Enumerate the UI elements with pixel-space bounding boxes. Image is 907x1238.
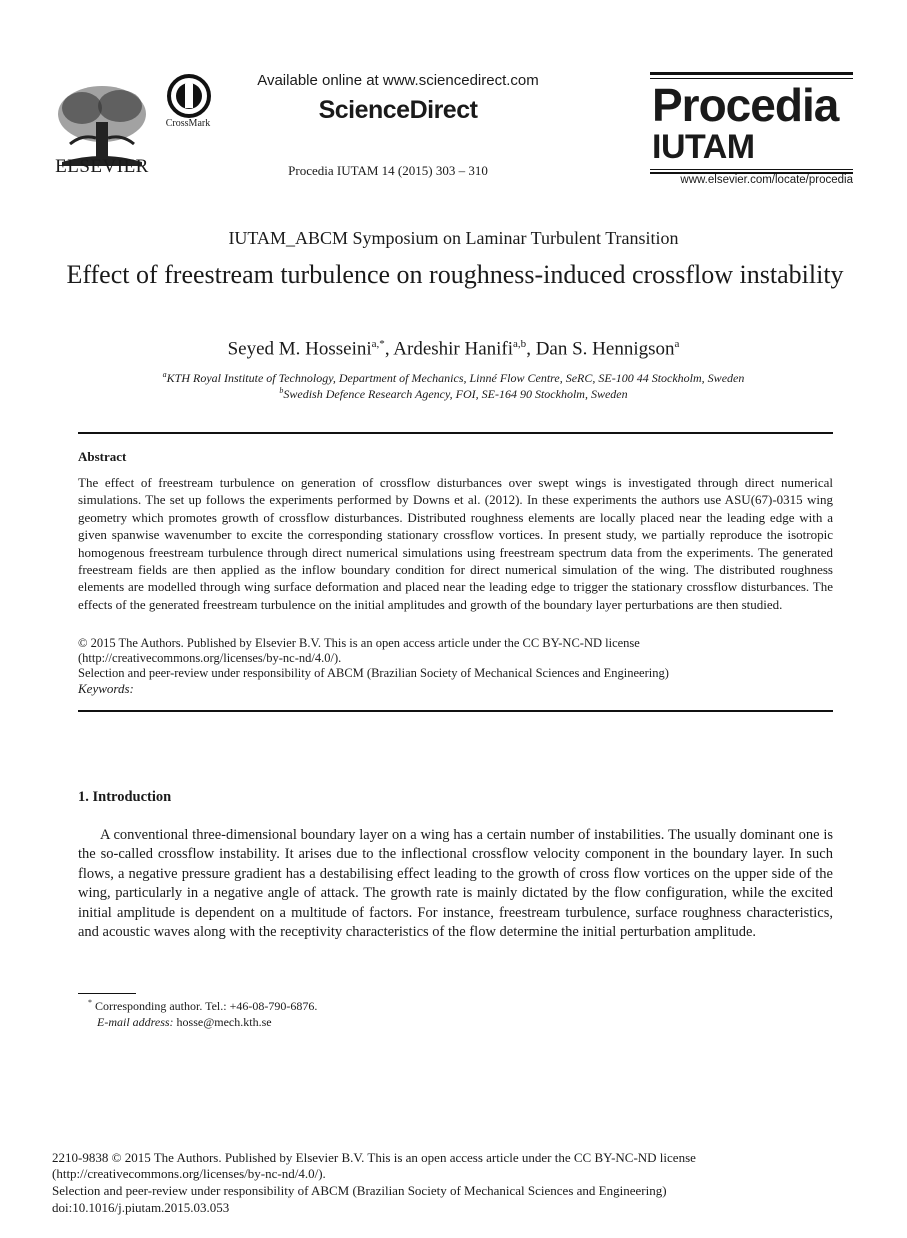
symposium-name: IUTAM_ABCM Symposium on Laminar Turbulent Transition bbox=[228, 228, 679, 248]
abstract-heading: Abstract bbox=[78, 449, 127, 464]
email-address[interactable]: hosse@mech.kth.se bbox=[176, 1015, 272, 1029]
procedia-subtitle: IUTAM bbox=[652, 128, 755, 166]
footnote-email bbox=[97, 1015, 272, 1030]
footer-issn: 2210-9838 © 2015 The Authors. Published by Elsevier B.V. This is an open access article under the CC BY-NC-ND license bbox=[52, 1150, 696, 1165]
sciencedirect-logo[interactable]: ScienceDirect bbox=[318, 96, 478, 124]
procedia-title: Procedia bbox=[652, 79, 839, 131]
masthead-rule bbox=[650, 72, 853, 75]
introduction-heading: 1. Introduction bbox=[78, 789, 172, 805]
introduction-text: A conventional three-dimensional boundary layer on a wing has a certain number of instabilities. The usually dominant one is the so-called crossflow instability. It arises due to the inflectional crossflow velocity component in the boundary layer. In such flows, a negative pressure gradient has a destabilising effect leading to the growth of cross flow vortices on the upper side of the wing, particularly in a negative angle of attack. The growth rate is mainly dictated by the flow configuration, while the excited initial amplitude is dependent on a multitude of factors. For instance, freestream turbulence, surface roughness characteristics, and acoustic waves along with the receptivity characteristics of the flow determine the initial perturbation amplitude. bbox=[78, 827, 833, 941]
keywords-label: Keywords: bbox=[78, 681, 134, 696]
author-separator: , bbox=[526, 338, 536, 360]
abstract-peer-review: Selection and peer-review under responsibility of ABCM (Brazilian Society of Mechanical Sciences and Engineering) bbox=[78, 666, 669, 680]
footnote-rule bbox=[78, 993, 136, 994]
affil-marker: b bbox=[279, 386, 284, 395]
author-affil-marker: a,b bbox=[513, 338, 527, 350]
abstract-text: The effect of freestream turbulence on generation of crossflow disturbances over swept wings is investigated through direct numerical simulations. The set up follows the experiments performed by Downs et al. (2012). In these experiments the authors use ASU(67)-0315 wing geometry which promotes growth of crossflow disturbances. Distributed roughness elements are locally placed near the leading edge with a given spanwise wavenumber to excite the corresponding stationary crossflow vortices. In present study, we partially reproduce the isotropic homogenous freestream turbulence through direct numerical simulations using freestream spectrum data from the experiments. The generated freestream fields are then applied as the inflow boundary condition for direct numerical simulation of the wing. The distributed roughness elements are modelled through wing surface deformation and placed near the leading edge to trigger the stationary crossflow disturbances. The effects of the generated freestream turbulence on the initial amplitudes and growth of the boundary layer perturbations are then studied. bbox=[78, 475, 833, 612]
author-affil-marker: a,* bbox=[371, 338, 385, 350]
author-name: Ardeshir Hanifi bbox=[393, 338, 514, 360]
author-affil-marker: a bbox=[674, 338, 680, 350]
abstract-copyright: © 2015 The Authors. Published by Elsevier B.V. This is an open access article under the CC BY-NC-ND license bbox=[78, 636, 640, 650]
author-separator: , bbox=[384, 338, 394, 360]
author-name: Seyed M. Hosseini bbox=[227, 338, 372, 360]
email-label: E-mail address: bbox=[97, 1015, 174, 1029]
masthead-rule bbox=[650, 169, 853, 170]
affil-marker: a bbox=[162, 370, 167, 379]
author-name: Dan S. Hennigson bbox=[535, 338, 675, 360]
publisher-name: ELSEVIER bbox=[55, 156, 149, 177]
footnote-corresponding bbox=[88, 998, 317, 1014]
abstract-license-link[interactable]: (http://creativecommons.org/licenses/by-nc-nd/4.0/). bbox=[78, 651, 342, 665]
footer-doi[interactable]: doi:10.1016/j.piutam.2015.03.053 bbox=[52, 1200, 230, 1215]
section-divider bbox=[78, 710, 833, 712]
procedia-masthead bbox=[650, 72, 853, 188]
affiliation-a bbox=[0, 370, 907, 386]
procedia-url-link[interactable]: www.elsevier.com/locate/procedia bbox=[680, 174, 853, 186]
corresponding-text: Corresponding author. Tel.: +46-08-790-6876. bbox=[95, 999, 318, 1013]
footnote-marker: * bbox=[88, 998, 92, 1007]
available-online-text: Available online at www.sciencedirect.com bbox=[257, 72, 539, 89]
footer-license-link[interactable]: (http://creativecommons.org/licenses/by-nc-nd/4.0/). bbox=[52, 1166, 326, 1181]
footer-peer-review: Selection and peer-review under responsibility of ABCM (Brazilian Society of Mechanical Sciences and Engineering) bbox=[52, 1183, 667, 1198]
author-list bbox=[0, 338, 907, 360]
crossmark-label[interactable]: CrossMark bbox=[165, 118, 211, 129]
paper-title: Effect of freestream turbulence on roughness-induced crossflow instability bbox=[66, 260, 844, 289]
affil-text: Swedish Defence Research Agency, FOI, SE-164 90 Stockholm, Sweden bbox=[283, 387, 628, 401]
journal-reference: Procedia IUTAM 14 (2015) 303 – 310 bbox=[288, 163, 488, 178]
affiliation-b bbox=[0, 386, 907, 402]
affil-text: KTH Royal Institute of Technology, Department of Mechanics, Linné Flow Centre, SeRC, SE-100 44 Stockholm, Sweden bbox=[166, 371, 745, 385]
section-divider bbox=[78, 432, 833, 434]
